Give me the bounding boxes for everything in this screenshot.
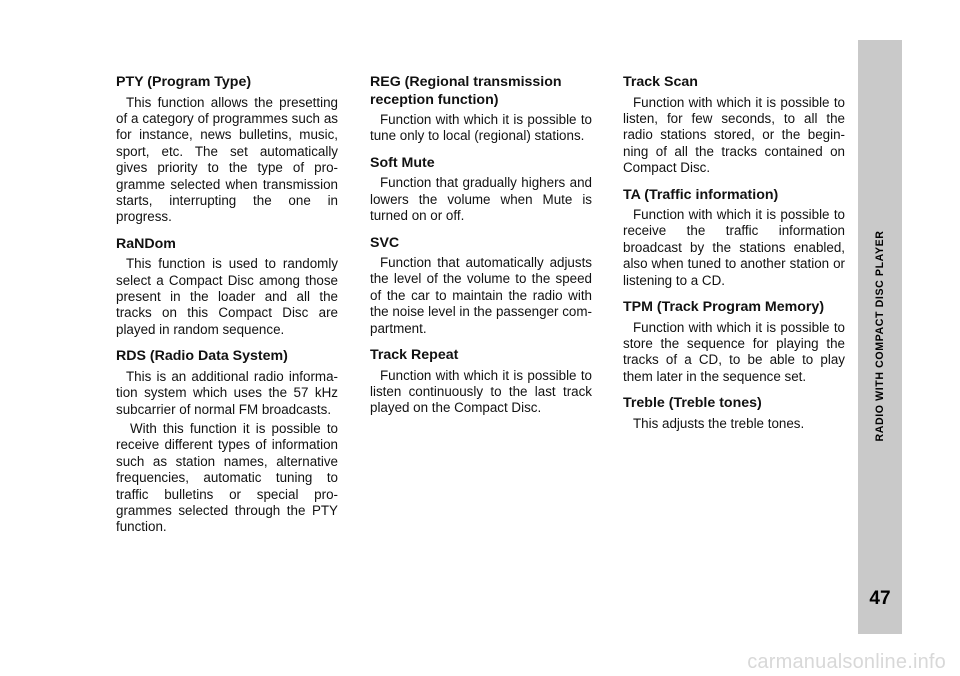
section-paragraph: Function with which it is possible to store the sequence for playing the tracks of a CD, to be able to play them later in the sequence set. xyxy=(623,319,845,384)
section-heading: SVC xyxy=(370,234,400,251)
column-3 xyxy=(623,74,845,442)
section-paragraph: Function with which it is possible to receive the traffic information broadcast by the stations enabled, also when tuned to another station or listening to a CD. xyxy=(623,207,845,288)
section-svc xyxy=(370,235,592,338)
section-paragraph: Function that automatically adjusts the level of the volume to the speed of the car to maintain the radio with the noise level in the passenger compartment. xyxy=(370,255,592,336)
section-random xyxy=(116,236,338,339)
chapter-sidebar xyxy=(858,40,902,634)
section-paragraph: With this function it is possible to receive different types of information such as station names, alternative frequencies, automatic tuning to traffic bulletins or special programmes selected through the PTY function. xyxy=(116,421,338,535)
page-number: 47 xyxy=(869,588,891,609)
section-paragraph: Function with which it is possible to listen continuously to the last track played on the Compact Disc. xyxy=(370,367,592,416)
section-ta xyxy=(623,187,845,290)
section-reg xyxy=(370,74,592,145)
section-heading: RaNDom xyxy=(116,235,176,252)
section-rds xyxy=(116,348,338,536)
section-track-scan xyxy=(623,74,845,177)
section-paragraph: Function with which it is possible to listen, for few seconds, to all the radio stations stored, or the beginning of all the tracks contained on Compact Disc. xyxy=(623,94,845,176)
section-heading: RDS (Radio Data System) xyxy=(116,348,288,365)
section-paragraph: This is an additional radio information system which uses the 57 kHz subcarrier of normal FM broadcasts. xyxy=(116,368,338,417)
column-1 xyxy=(116,74,338,546)
section-heading: Soft Mute xyxy=(370,154,435,171)
section-treble xyxy=(623,395,845,432)
section-heading: Track Scan xyxy=(623,74,698,90)
section-paragraph: This function allows the presetting of a category of programmes such as for instance, news bulletins, music, sport, etc. The set automatically gives priority to the type of programme selected when transmission starts, interrupting the one in progress. xyxy=(116,94,338,225)
column-2 xyxy=(370,74,592,427)
section-heading: Track Repeat xyxy=(370,347,459,364)
section-heading: Treble (Treble tones) xyxy=(623,395,762,412)
section-heading: REG (Regional transmission reception function) xyxy=(370,74,562,108)
section-tpm xyxy=(623,299,845,385)
section-soft-mute xyxy=(370,155,592,225)
section-paragraph: Function with which it is possible to tune only to local (regional) stations. xyxy=(370,112,592,144)
section-paragraph: Function that gradually highers and lowers the volume when Mute is turned on or off. xyxy=(370,175,592,224)
section-pty xyxy=(116,74,338,226)
watermark: carmanualsonline.info xyxy=(747,651,946,673)
section-paragraph: This function is used to randomly select a Compact Disc among those present in the loader and all the tracks on this Compact Disc are played in random sequence. xyxy=(116,256,338,337)
section-paragraph: This adjusts the treble tones. xyxy=(633,415,805,431)
section-heading: TA (Traffic information) xyxy=(623,186,779,203)
chapter-title: RADIO WITH COMPACT DISC PLAYER xyxy=(874,230,886,442)
section-heading: TPM (Track Program Memory) xyxy=(623,299,825,316)
section-heading: PTY (Program Type) xyxy=(116,74,252,90)
section-track-repeat xyxy=(370,347,592,417)
